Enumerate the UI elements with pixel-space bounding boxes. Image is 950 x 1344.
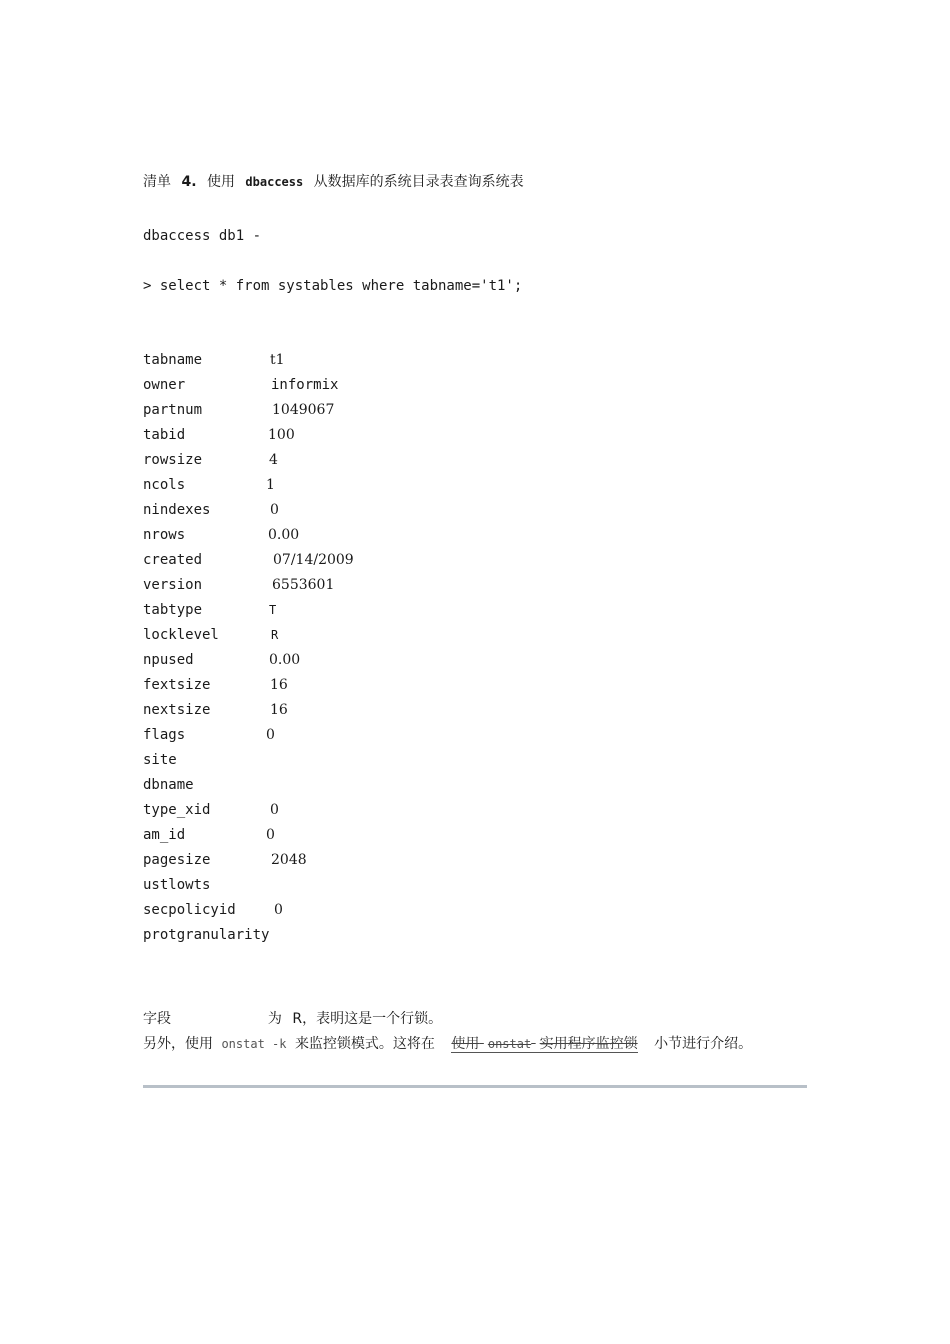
link-text-b: 实用程序监控锁 (539, 1036, 638, 1052)
field-value: informix (271, 377, 339, 393)
para2-start: 另外，使用 (143, 1036, 213, 1052)
field-value: 6553601 (272, 577, 335, 593)
field-value: 1049067 (272, 402, 335, 418)
field-value: 4 (269, 452, 278, 468)
para2-mid: 来监控锁模式。这将在 (294, 1036, 435, 1052)
command-line-2: > select * from systables where tabname='t1'; (143, 278, 523, 294)
listing-tool: dbaccess (245, 175, 304, 189)
section-divider (143, 1085, 807, 1088)
field-name: ncols (143, 477, 186, 493)
field-name: locklevel (143, 627, 219, 643)
para2-end: 小节进行介绍。 (654, 1036, 753, 1052)
listing-prefix: 清单 (143, 174, 171, 190)
para1-r: R (292, 1011, 303, 1027)
field-value: 0 (266, 727, 275, 743)
field-name: secpolicyid (143, 902, 236, 918)
field-value: 0 (274, 902, 283, 918)
para1-end: ，表明这是一个行锁。 (302, 1011, 443, 1027)
listing-caption (143, 171, 524, 191)
field-name: nindexes (143, 502, 211, 518)
field-value: 16 (270, 702, 288, 718)
field-value: 07/14/2009 (273, 552, 354, 568)
field-value: t1 (270, 352, 285, 368)
field-value: 16 (270, 677, 288, 693)
command-line-1: dbaccess db1 - (143, 228, 262, 244)
field-name: pagesize (143, 852, 211, 868)
listing-pre: 使用 (206, 174, 235, 190)
field-value: 2048 (271, 852, 307, 868)
field-name: rowsize (143, 452, 203, 468)
para1-middle: 为 (267, 1011, 282, 1027)
field-value: R (271, 628, 279, 642)
field-name: protgranularity (143, 927, 270, 943)
field-value: 1 (266, 477, 275, 493)
monitor-locks-link[interactable] (451, 1036, 637, 1053)
field-name: npused (143, 652, 194, 668)
field-name: nrows (143, 527, 186, 543)
field-value: T (269, 603, 277, 617)
field-name: created (143, 552, 203, 568)
listing-number: 4. (181, 174, 197, 190)
field-name: am_id (143, 827, 186, 843)
field-name: version (143, 577, 203, 593)
field-name: tabtype (143, 602, 203, 618)
listing-post: 从数据库的系统目录表查询系统表 (313, 174, 524, 190)
field-value: 100 (268, 427, 295, 443)
field-name: nextsize (143, 702, 211, 718)
field-value: 0.00 (268, 527, 300, 543)
field-name: partnum (143, 402, 203, 418)
field-name: site (143, 752, 177, 768)
paragraph-locklevel (143, 1008, 442, 1028)
field-name: owner (143, 377, 186, 393)
field-name: fextsize (143, 677, 211, 693)
link-cmd: onstat (487, 1037, 532, 1051)
para1-start: 字段 (143, 1011, 171, 1027)
field-name: dbname (143, 777, 194, 793)
field-name: tabid (143, 427, 186, 443)
field-value: 0 (270, 802, 279, 818)
field-name: flags (143, 727, 186, 743)
paragraph-onstat (143, 1033, 752, 1053)
field-value: 0.00 (269, 652, 301, 668)
field-name: type_xid (143, 802, 211, 818)
field-name: tabname (143, 352, 203, 368)
field-value: 0 (266, 827, 275, 843)
link-text-a: 使用 (451, 1036, 480, 1052)
field-value: 0 (270, 502, 279, 518)
para2-cmd: onstat -k (221, 1037, 287, 1051)
field-name: ustlowts (143, 877, 211, 893)
